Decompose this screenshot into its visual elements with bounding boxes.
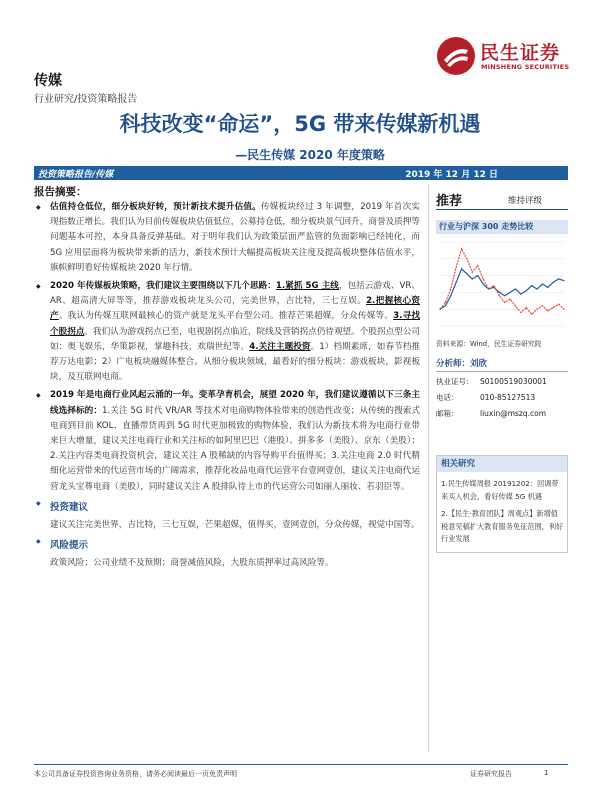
ecommerce-text: 1.关注 5G 时代 VR/AR 等技术对电商购物体验带来的创造性改变；从传统的搜索式电商到目前 KOL、直播带货再到 5G 时代更加极致的购物体验，我们认为新技术将为电商行业带来巨大增量，建议关注电商行业和关注标的如阿里巴巴（港股）、拼多多（美股）、京东（美股）；2.关注内容类电商投资机会，建议关注 A 股稀缺的内容导购平台值得买；3.关注电商 2.0 时代精细化运营带来的代运营市场的广阔需求，推荐化妆品电商代运营平台壹网壹创，建议关注电商代运营龙头宝尊电商（美股），同时建议关注 A 股排队待上市的代运营公司如丽人丽妆、若羽臣等。: [50, 405, 420, 492]
data-point-media: [483, 278, 484, 279]
data-point-media: [450, 288, 451, 289]
data-point-hs300: [450, 295, 451, 296]
header-bar: [34, 166, 568, 180]
report-category: 行业研究/投资策略报告: [34, 94, 138, 105]
rating-header: [436, 188, 568, 210]
data-point-hs300: [477, 275, 478, 276]
data-point-hs300: [499, 292, 500, 293]
chart-title: 行业与沪深 300 走势比较: [436, 220, 568, 234]
sector-label: 传媒: [34, 73, 62, 89]
phone-label: 电话：: [436, 393, 459, 402]
data-point-hs300: [526, 290, 527, 291]
ecommerce-lead: 2019 年是电商行业风起云涌的一年。变革孕育机会，展望 2020 年，我们建议遵循以下三条主线选择标的：: [50, 390, 420, 416]
data-point-hs300: [536, 288, 537, 289]
data-point-media: [493, 285, 494, 286]
minsheng-logo-icon: [436, 36, 476, 76]
strategy-text-2: 。我认为传媒互联网最核心的资产就是龙头平台型公司。推荐芒果超媒，分众传媒等。: [58, 311, 394, 322]
trend-chart: [436, 236, 568, 332]
data-point-media: [461, 248, 462, 249]
strategy-point-4: 4.关注主题投资: [249, 341, 311, 352]
summary-paragraph-valuation: [36, 200, 420, 276]
data-point-hs300: [504, 295, 505, 296]
cert-value: S0100519030001: [480, 377, 547, 386]
data-point-hs300: [553, 282, 554, 283]
related-research-heading: 相关研究: [437, 456, 567, 472]
summary-body: [36, 200, 420, 576]
data-point-hs300: [563, 280, 564, 281]
data-point-hs300: [483, 283, 484, 284]
summary-paragraph-ecommerce: [36, 388, 420, 494]
related-item-1[interactable]: 1.民生传媒周报 20191202：回调带来买入机会，看好传媒 5G 机遇: [441, 479, 559, 501]
rating-label: 推荐: [436, 194, 463, 209]
related-research-box: [436, 455, 568, 553]
data-point-hs300: [531, 285, 532, 286]
summary-paragraph-strategy: [36, 279, 420, 385]
footer-divider: [34, 764, 568, 765]
strategy-text-4: 。1）档期素席，如春节档推荐万达电影；2）广电板块融媒体整合。从细分板块领域，最看好的细分板块：游戏板块，影视板块，及互联网电商。: [50, 341, 420, 383]
data-point-hs300: [509, 292, 510, 293]
logo-chinese-name: 民生证券: [480, 42, 561, 64]
risk-text: 政策风险；公司业绩不及预期；商誉减值风险，大股东质押率过高风险等。: [50, 558, 334, 569]
report-subtitle: —民生传媒 2020 年度策略: [235, 148, 385, 162]
data-point-hs300: [445, 305, 446, 306]
email-value[interactable]: liuxin@mszq.com: [480, 409, 547, 418]
data-point-media: [547, 310, 548, 311]
data-point-media: [531, 314, 532, 315]
strategy-lead: 2020 年传媒板块策略，我们建议主要围绕以下几个思路：: [50, 281, 276, 292]
data-point-media: [466, 258, 467, 259]
data-point-hs300: [439, 309, 440, 310]
data-point-media: [445, 302, 446, 303]
column-divider: [428, 184, 429, 752]
report-date: 2019 年 12 月 12 日: [405, 170, 498, 180]
data-point-hs300: [456, 282, 457, 283]
strategy-point-1: 1.紧抓 5G 主线: [275, 281, 339, 292]
analyst-cert-row: [436, 376, 568, 387]
analyst-heading: 分析师：刘欣: [436, 357, 568, 372]
summary-heading: 报告摘要：: [34, 186, 87, 198]
series-line-media: [440, 249, 564, 315]
chart-source: 资料来源：Wind，民生证券研究院: [436, 340, 542, 348]
data-point-hs300: [542, 283, 543, 284]
investment-advice-text: 建议关注完美世界，吉比特，三七互娱，芒果超媒，值得买，壹网壹创，分众传媒，视觉中国等。: [50, 519, 420, 530]
data-point-media: [558, 304, 559, 305]
data-point-media: [509, 299, 510, 300]
footer-report-type: 证券研究报告: [470, 770, 512, 778]
strategy-text-3: 。我们认为游戏拐点已至，电视剧拐点临近，院线及营销拐点仍待观望。个股拐点型公司如：奥飞娱乐，华策影视，掌趣科技，欢瑞世纪等。: [50, 326, 420, 352]
data-point-media: [515, 305, 516, 306]
data-point-media: [542, 305, 543, 306]
report-type-label: 投资策略报告/传媒: [38, 170, 114, 180]
company-logo: [436, 36, 586, 76]
series-line-hs300: [440, 269, 564, 309]
data-point-media: [563, 309, 564, 310]
data-point-hs300: [472, 278, 473, 279]
cert-label: 执业证号：: [436, 377, 474, 386]
data-point-media: [456, 267, 457, 268]
email-label: 邮箱：: [436, 409, 459, 418]
data-point-hs300: [466, 273, 467, 274]
strategy-text-1: ，包括云游戏、VR、AR、超高清大屏等等，推荐游戏板块龙头公司，完美世界，吉比特，三七互娱。: [50, 281, 420, 307]
data-point-hs300: [461, 268, 462, 269]
related-item-2[interactable]: 2.【民生·教育团队】周观点】新增值税意见稿扩大教育服务免征范围，利好行业发展: [441, 509, 564, 543]
data-point-media: [477, 265, 478, 266]
data-point-media: [520, 312, 521, 313]
data-point-media: [553, 307, 554, 308]
data-point-hs300: [488, 288, 489, 289]
investment-advice-heading: ◆ 投资建议: [36, 499, 420, 513]
data-point-media: [472, 272, 473, 273]
risk-heading: ◆ 风险提示: [36, 537, 420, 551]
report-title: 科技改变“命运”，5G 带来传媒新机遇: [119, 112, 481, 136]
page-number: 1: [544, 769, 549, 777]
data-point-media: [536, 309, 537, 310]
phone-value: 010-85127513: [480, 393, 536, 402]
chart-grid: [440, 242, 564, 326]
footer-disclaimer: 本公司具备证券投资咨询业务资格，请务必阅读最后一页免责声明: [34, 770, 237, 778]
analyst-email-row: [436, 408, 568, 419]
data-point-hs300: [547, 287, 548, 288]
valuation-lead: 估值持仓低位，细分板块好转，预计新技术提升估值。: [50, 202, 261, 212]
rating-value: 维持评级: [508, 196, 543, 206]
data-point-hs300: [493, 287, 494, 288]
strategy-point-2: 2.把握核心资产: [50, 296, 420, 322]
chart-points: [439, 248, 564, 315]
data-point-media: [499, 295, 500, 296]
analyst-phone-row: [436, 392, 568, 403]
data-point-media: [504, 302, 505, 303]
data-point-media: [526, 307, 527, 308]
valuation-text: 传媒板块经过 3 年调整，2019 年首次实现指数正增长。我们认为目前传媒板块估值低位，公募持仓低，细分板块景气回升，商誉及质押等问题基本可控，本身具备反弹基础。对于明年我们认为政策层面严监管的负面影响已经钝化，而 5G 应用层面将为板块带来新的活力，新技术预计大幅提高板块关注度及提高板块整体估值水平，旗帜鲜明看好传媒板块 2020 年行情。: [50, 202, 420, 273]
data-point-hs300: [515, 288, 516, 289]
logo-english-name: MINSHENG SECURITIES: [481, 63, 570, 71]
data-point-hs300: [558, 278, 559, 279]
data-point-hs300: [520, 293, 521, 294]
strategy-point-3: 3.寻找个股拐点: [50, 311, 420, 337]
